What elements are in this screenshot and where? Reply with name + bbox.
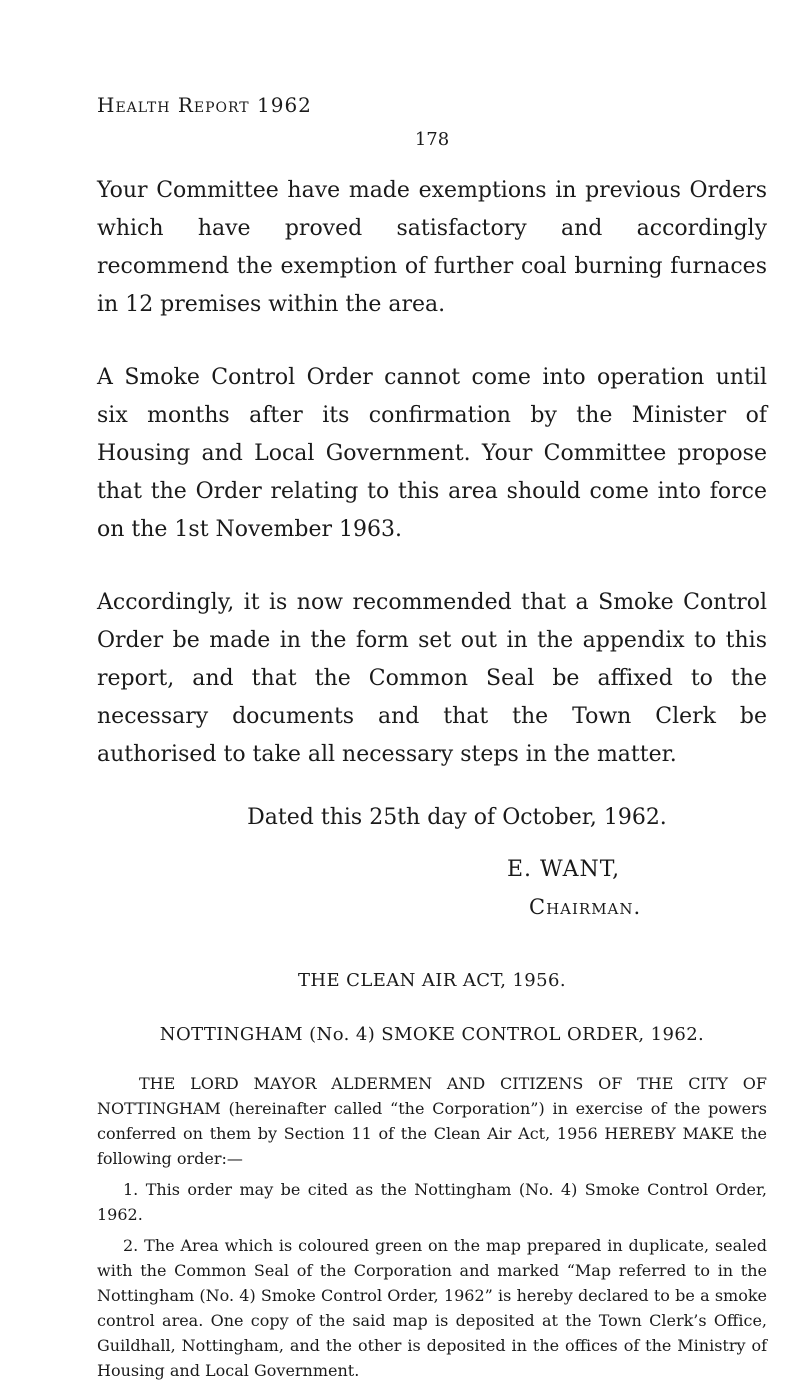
document-page [97, 92, 767, 1383]
page-number: 178 [414, 129, 450, 150]
signatory-name: E. WANT, [507, 857, 621, 882]
signatory-title: Chairman. [529, 895, 642, 919]
order-preamble: THE LORD MAYOR ALDERMEN AND CITIZENS OF THE CITY OF NOTTINGHAM (hereinafter called “the Corporation”) in exercise of the powers conferred on them by Section 11 of the Clean Air Act, 1956 HEREBY MAKE the following order:— [97, 1074, 767, 1168]
paragraph-recommendation: Accordingly, it is now recommended that a Smoke Control Order be made in the form set out in the appendix to this report, and that the Common Seal be affixed to the necessary documents and that the Town Clerk be authorised to take all necessary steps in the matter. [97, 590, 767, 767]
paragraph-operation-date: A Smoke Control Order cannot come into operation until six months after its confirmation by the Minister of Housing and Local Government. Your Committee propose that the Order relating to this area should come into force on the 1st November 1963. [97, 365, 767, 542]
running-head: Health Report 1962 [97, 93, 312, 117]
order-clause-2: 2. The Area which is coloured green on the map prepared in duplicate, sealed with the Common Seal of the Corporation and marked “Map referred to in the Nottingham (No. 4) Smoke Control Order, 1962” is hereby declared to be a smoke control area. One copy of the said map is deposited at the Town Clerk’s Office, Guildhall, Nottingham, and the other is deposited in the offices of the Ministry of Housing and Local Government. [97, 1236, 767, 1380]
order-clause-1: 1. This order may be cited as the Nottingham (No. 4) Smoke Control Order, 1962. [97, 1180, 767, 1224]
order-title: NOTTINGHAM (No. 4) SMOKE CONTROL ORDER, 1962. [159, 1024, 705, 1045]
dated-line: Dated this 25th day of October, 1962. [247, 805, 667, 830]
act-title: THE CLEAN AIR ACT, 1956. [298, 970, 566, 991]
paragraph-exemptions: Your Committee have made exemptions in previous Orders which have proved satisfactory and accordingly recommend the exemption of further coal burning furnaces in 12 premises within the area. [97, 178, 767, 317]
